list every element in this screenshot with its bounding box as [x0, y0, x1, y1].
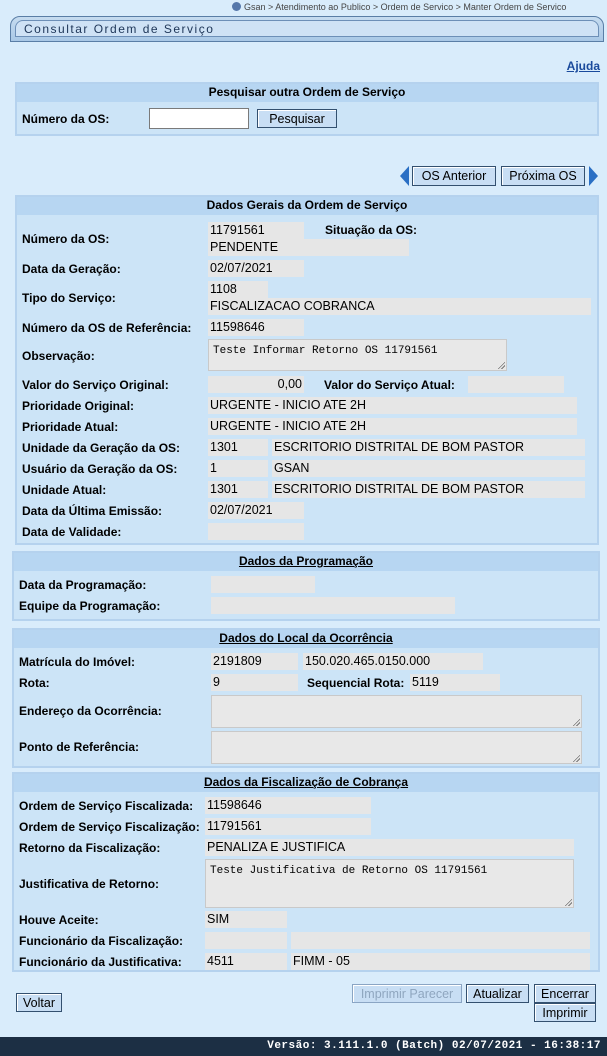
observacao-label: Observação: [22, 349, 95, 363]
unidade-geracao-code: 1301 [208, 439, 268, 456]
ultima-emissao-value: 02/07/2021 [208, 502, 304, 519]
tipo-servico-code: 1108 [208, 281, 268, 298]
encerrar-button[interactable]: Encerrar [534, 984, 596, 1003]
os-fiscalizada-label: Ordem de Serviço Fiscalizada: [19, 799, 194, 813]
os-referencia-label: Número da OS de Referência: [22, 321, 192, 335]
equipe-programacao-value [211, 597, 455, 614]
inscricao-value: 150.020.465.0150.000 [303, 653, 483, 670]
search-os-input[interactable] [149, 108, 249, 129]
funcionario-justificativa-label: Funcionário da Justificativa: [19, 955, 182, 969]
usuario-geracao-value: GSAN [272, 460, 585, 477]
houve-aceite-label: Houve Aceite: [19, 913, 99, 927]
programacao-panel-header: Dados da Programação [14, 553, 598, 571]
unidade-geracao-value: ESCRITORIO DISTRITAL DE BOM PASTOR [272, 439, 585, 456]
page-title: Consultar Ordem de Serviço [24, 22, 215, 36]
retorno-fiscalizacao-label: Retorno da Fiscalização: [19, 841, 161, 855]
funcionario-fiscalizacao-label: Funcionário da Fiscalização: [19, 934, 184, 948]
prioridade-original-label: Prioridade Original: [22, 399, 135, 413]
help-link[interactable]: Ajuda [566, 59, 600, 73]
observacao-textarea[interactable]: Teste Informar Retorno OS 11791561 [208, 339, 507, 371]
home-icon [232, 2, 241, 11]
tipo-servico-value: FISCALIZACAO COBRANCA [208, 298, 591, 315]
os-fiscalizada-value: 11598646 [205, 797, 371, 814]
usuario-geracao-code: 1 [208, 460, 268, 477]
next-os-button[interactable]: Próxima OS [501, 166, 585, 186]
prioridade-atual-label: Prioridade Atual: [22, 420, 119, 434]
validade-value [208, 523, 304, 540]
ultima-emissao-label: Data da Última Emissão: [22, 504, 163, 518]
search-button[interactable]: Pesquisar [257, 109, 337, 128]
usuario-geracao-label: Usuário da Geração da OS: [22, 462, 178, 476]
breadcrumb: Gsan > Atendimento ao Publico > Ordem de Servico > Manter Ordem de Servico [232, 2, 607, 15]
page-title-bar [10, 16, 604, 42]
search-os-label: Número da OS: [22, 112, 110, 126]
ponto-referencia-label: Ponto de Referência: [19, 740, 140, 754]
data-geracao-value: 02/07/2021 [208, 260, 304, 277]
valor-atual-value [468, 376, 564, 393]
matricula-value: 2191809 [211, 653, 298, 670]
unidade-atual-code: 1301 [208, 481, 268, 498]
num-os-label: Número da OS: [22, 232, 110, 246]
general-panel [15, 195, 599, 545]
data-geracao-label: Data da Geração: [22, 262, 121, 276]
unidade-atual-value: ESCRITORIO DISTRITAL DE BOM PASTOR [272, 481, 585, 498]
equipe-programacao-label: Equipe da Programação: [19, 599, 161, 613]
version-footer: Versão: 3.111.1.0 (Batch) 02/07/2021 - 16:38:17 [0, 1037, 607, 1056]
prev-arrow-icon[interactable] [400, 166, 409, 186]
prioridade-atual-value: URGENTE - INICIO ATE 2H [208, 418, 577, 435]
prioridade-original-value: URGENTE - INICIO ATE 2H [208, 397, 577, 414]
rota-value: 9 [211, 674, 298, 691]
sequencial-rota-value: 5119 [410, 674, 500, 691]
endereco-textarea[interactable] [211, 695, 582, 728]
retorno-fiscalizacao-value: PENALIZA E JUSTIFICA [205, 839, 574, 856]
voltar-button[interactable]: Voltar [16, 993, 62, 1012]
situacao-label: Situação da OS: [325, 223, 418, 237]
houve-aceite-value: SIM [205, 911, 287, 928]
prev-os-button[interactable]: OS Anterior [412, 166, 496, 186]
unidade-geracao-label: Unidade da Geração da OS: [22, 441, 181, 455]
valor-original-label: Valor do Serviço Original: [22, 378, 169, 392]
valor-atual-label: Valor do Serviço Atual: [324, 378, 455, 392]
sequencial-rota-label: Sequencial Rota: [307, 676, 405, 690]
valor-original-value: 0,00 [208, 376, 304, 393]
funcionario-justificativa-value: FIMM - 05 [291, 953, 590, 970]
ponto-referencia-textarea[interactable] [211, 731, 582, 764]
atualizar-button[interactable]: Atualizar [466, 984, 529, 1003]
validade-label: Data de Validade: [22, 525, 122, 539]
data-programacao-value [211, 576, 315, 593]
os-fiscalizacao-value: 11791561 [205, 818, 371, 835]
data-programacao-label: Data da Programação: [19, 578, 147, 592]
imprimir-button[interactable]: Imprimir [534, 1003, 596, 1022]
search-panel-header: Pesquisar outra Ordem de Serviço [17, 84, 597, 102]
unidade-atual-label: Unidade Atual: [22, 483, 107, 497]
local-panel-header: Dados do Local da Ocorrência [14, 630, 598, 648]
justificativa-textarea[interactable]: Teste Justificativa de Retorno OS 11791561 [205, 859, 574, 908]
os-fiscalizacao-label: Ordem de Serviço Fiscalização: [19, 820, 200, 834]
imprimir-parecer-button[interactable]: Imprimir Parecer [352, 984, 462, 1003]
matricula-label: Matrícula do Imóvel: [19, 655, 136, 669]
situacao-value: PENDENTE [208, 239, 409, 256]
general-panel-header: Dados Gerais da Ordem de Serviço [17, 197, 597, 215]
os-referencia-value: 11598646 [208, 319, 304, 336]
num-os-value: 11791561 [208, 222, 304, 239]
justificativa-label: Justificativa de Retorno: [19, 877, 160, 891]
programacao-panel [12, 551, 600, 621]
funcionario-justificativa-code: 4511 [205, 953, 287, 970]
next-arrow-icon[interactable] [589, 166, 598, 186]
fiscalizacao-panel-header: Dados da Fiscalização de Cobrança [14, 774, 598, 792]
fiscalizacao-panel [12, 772, 600, 972]
rota-label: Rota: [19, 676, 50, 690]
funcionario-fiscalizacao-code [205, 932, 287, 949]
endereco-label: Endereço da Ocorrência: [19, 704, 162, 718]
search-panel [15, 82, 599, 136]
tipo-servico-label: Tipo do Serviço: [22, 291, 116, 305]
funcionario-fiscalizacao-value [291, 932, 590, 949]
local-panel [12, 628, 600, 768]
